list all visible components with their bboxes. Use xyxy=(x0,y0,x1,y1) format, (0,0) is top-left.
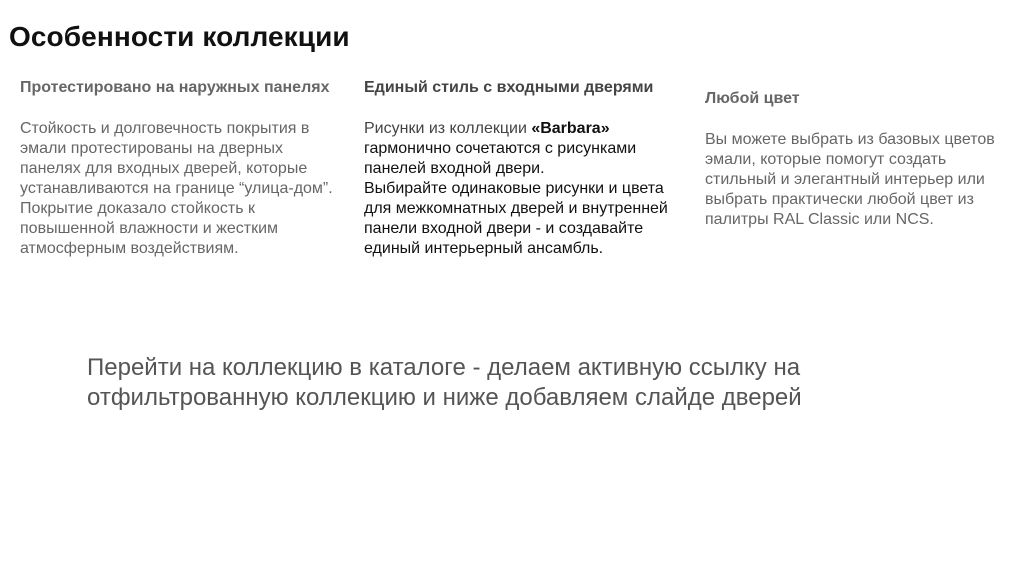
feature-description: Стойкость и долговечность покрытия в эмали протестированы на дверных панелях для входных дверей, которые устанавливаются на границе “улица-дом”. Покрытие доказало стойкость к повышенной влажности и жестким атмосферным воздействиям. xyxy=(20,120,333,257)
feature-column-outdoor-tested xyxy=(20,78,340,259)
page-title: Особенности коллекции xyxy=(9,21,350,52)
feature-heading: Протестировано на наружных панелях xyxy=(20,79,330,96)
description-suffix: гармонично сочетаются с рисунками панелей входной двери. xyxy=(364,140,637,177)
feature-column-unified-style xyxy=(364,78,684,259)
feature-description-secondary: Выбирайте одинаковые рисунки и цвета для межкомнатных дверей и внутренней панели входной двери - и создавайте единый интерьерный ансамбль. xyxy=(364,180,668,257)
description-prefix: Рисунки из коллекции xyxy=(364,120,532,137)
feature-column-any-color xyxy=(705,89,1010,230)
feature-description: Вы можете выбрать из базовых цветов эмали, которые помогут создать стильный и элегантный интерьер или выбрать практически любой цвет из палитры RAL Classic или NCS. xyxy=(705,131,995,228)
feature-description xyxy=(364,119,684,179)
feature-heading: Любой цвет xyxy=(705,90,800,107)
catalog-link-note: Перейти на коллекцию в каталоге - делаем активную ссылку на отфильтрованную коллекцию и ниже добавляем слайде дверей xyxy=(87,354,802,411)
collection-name: «Barbara» xyxy=(531,120,610,137)
feature-heading: Единый стиль с входными дверями xyxy=(364,79,654,96)
